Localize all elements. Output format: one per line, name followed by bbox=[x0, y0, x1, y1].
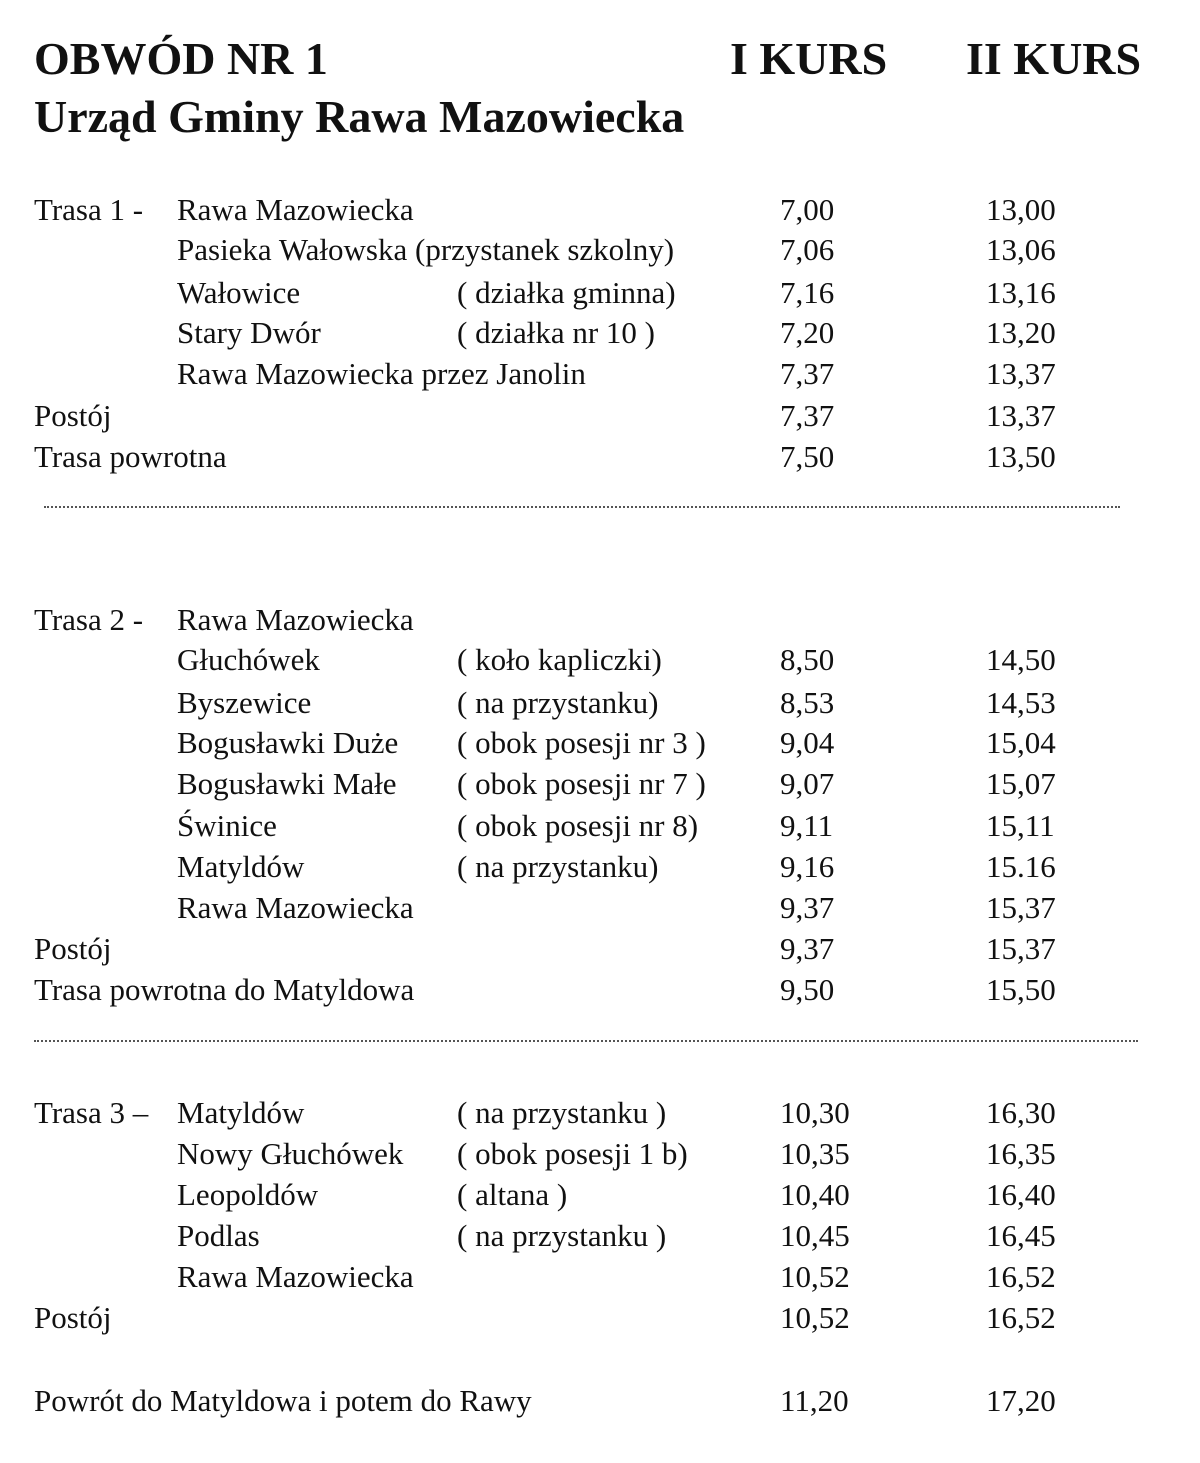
row-label: Trasa powrotna bbox=[34, 439, 227, 474]
time-kurs-1: 7,20 bbox=[780, 315, 835, 350]
schedule-row bbox=[0, 888, 1200, 928]
time-kurs-1: 9,37 bbox=[780, 890, 835, 925]
time-kurs-1: 10,40 bbox=[780, 1177, 850, 1212]
stop-name: Głuchówek bbox=[177, 642, 320, 677]
schedule-row bbox=[0, 313, 1200, 353]
schedule-row bbox=[0, 230, 1200, 270]
stop-location-note: ( obok posesji nr 8) bbox=[457, 808, 699, 843]
dotted-divider bbox=[34, 1040, 1138, 1042]
time-kurs-1: 7,16 bbox=[780, 275, 835, 310]
time-kurs-1: 10,30 bbox=[780, 1095, 850, 1130]
stop-location-note: ( obok posesji nr 3 ) bbox=[457, 725, 706, 760]
page-title: OBWÓD NR 1 bbox=[34, 33, 328, 84]
time-kurs-2: 16,35 bbox=[986, 1136, 1056, 1171]
schedule-row bbox=[0, 1298, 1200, 1338]
time-kurs-2: 15,37 bbox=[986, 890, 1056, 925]
stop-location-note: ( na przystanku ) bbox=[457, 1218, 667, 1253]
time-kurs-2: 15,11 bbox=[986, 808, 1055, 843]
schedule-row bbox=[0, 683, 1200, 723]
stop-location-note: ( obok posesji nr 7 ) bbox=[457, 766, 706, 801]
time-kurs-2: 16,30 bbox=[986, 1095, 1056, 1130]
time-kurs-2: 16,52 bbox=[986, 1259, 1056, 1294]
stop-name: Leopoldów bbox=[177, 1177, 319, 1212]
schedule-row bbox=[0, 1381, 1200, 1421]
stop-name: Nowy Głuchówek bbox=[177, 1136, 404, 1171]
schedule-row bbox=[0, 847, 1200, 887]
stop-name: Wałowice bbox=[177, 275, 301, 310]
schedule-row bbox=[0, 764, 1200, 804]
schedule-row bbox=[0, 354, 1200, 394]
stop-location-note: ( działka gminna) bbox=[457, 275, 676, 310]
schedule-row bbox=[0, 723, 1200, 763]
time-kurs-1: 10,52 bbox=[780, 1259, 850, 1294]
time-kurs-1: 9,16 bbox=[780, 849, 835, 884]
time-kurs-1: 9,50 bbox=[780, 972, 835, 1007]
column-header-kurs-2: II KURS bbox=[966, 33, 1142, 84]
stop-name: Pasieka Wałowska (przystanek szkolny) bbox=[177, 232, 675, 267]
time-kurs-2: 15,07 bbox=[986, 766, 1056, 801]
schedule-row bbox=[0, 273, 1200, 313]
stop-location-note: ( na przystanku) bbox=[457, 685, 659, 720]
schedule-row bbox=[0, 1216, 1200, 1256]
time-kurs-1: 11,20 bbox=[780, 1383, 849, 1418]
time-kurs-1: 9,04 bbox=[780, 725, 835, 760]
row-label: Postój bbox=[34, 931, 112, 966]
time-kurs-2: 15,37 bbox=[986, 931, 1056, 966]
time-kurs-1: 7,50 bbox=[780, 439, 835, 474]
schedule-row bbox=[0, 396, 1200, 436]
time-kurs-1: 9,11 bbox=[780, 808, 834, 843]
stop-name: Bogusławki Duże bbox=[177, 725, 399, 760]
stop-name: Rawa Mazowiecka bbox=[177, 602, 414, 637]
time-kurs-2: 13,06 bbox=[986, 232, 1056, 267]
row-label: Trasa 2 - bbox=[34, 602, 144, 637]
time-kurs-2: 15,04 bbox=[986, 725, 1056, 760]
time-kurs-1: 8,50 bbox=[780, 642, 835, 677]
time-kurs-2: 13,20 bbox=[986, 315, 1056, 350]
time-kurs-1: 8,53 bbox=[780, 685, 835, 720]
schedule-row bbox=[0, 1093, 1200, 1133]
time-kurs-2: 13,16 bbox=[986, 275, 1056, 310]
time-kurs-2: 15,50 bbox=[986, 972, 1056, 1007]
time-kurs-2: 13,37 bbox=[986, 398, 1056, 433]
stop-name: Rawa Mazowiecka bbox=[177, 1259, 414, 1294]
schedule-row bbox=[0, 1175, 1200, 1215]
stop-location-note: ( obok posesji 1 b) bbox=[457, 1136, 688, 1171]
column-header-kurs-1: I KURS bbox=[730, 33, 888, 84]
time-kurs-1: 10,45 bbox=[780, 1218, 850, 1253]
time-kurs-2: 13,50 bbox=[986, 439, 1056, 474]
stop-name: Rawa Mazowiecka przez Janolin bbox=[177, 356, 586, 391]
schedule-row bbox=[0, 806, 1200, 846]
time-kurs-1: 7,00 bbox=[780, 192, 835, 227]
time-kurs-2: 13,37 bbox=[986, 356, 1056, 391]
stop-name: Matyldów bbox=[177, 1095, 305, 1130]
time-kurs-2: 17,20 bbox=[986, 1383, 1056, 1418]
time-kurs-1: 10,52 bbox=[780, 1300, 850, 1335]
row-label: Powrót do Matyldowa i potem do Rawy bbox=[34, 1383, 532, 1418]
schedule-row bbox=[0, 1134, 1200, 1174]
stop-name: Byszewice bbox=[177, 685, 312, 720]
row-label: Trasa 3 – bbox=[34, 1095, 149, 1130]
schedule-row bbox=[0, 600, 1200, 640]
stop-name: Stary Dwór bbox=[177, 315, 321, 350]
row-label: Postój bbox=[34, 1300, 112, 1335]
schedule-row bbox=[0, 1257, 1200, 1297]
time-kurs-2: 16,40 bbox=[986, 1177, 1056, 1212]
time-kurs-2: 14,50 bbox=[986, 642, 1056, 677]
schedule-row bbox=[0, 437, 1200, 477]
stop-name: Podlas bbox=[177, 1218, 260, 1253]
time-kurs-2: 13,00 bbox=[986, 192, 1056, 227]
stop-location-note: ( altana ) bbox=[457, 1177, 568, 1212]
schedule-row bbox=[0, 929, 1200, 969]
time-kurs-1: 9,37 bbox=[780, 931, 835, 966]
schedule-row bbox=[0, 640, 1200, 680]
row-label: Postój bbox=[34, 398, 112, 433]
time-kurs-2: 14,53 bbox=[986, 685, 1056, 720]
dotted-divider bbox=[44, 506, 1120, 508]
time-kurs-1: 7,37 bbox=[780, 356, 835, 391]
row-label: Trasa 1 - bbox=[34, 192, 144, 227]
stop-location-note: ( na przystanku ) bbox=[457, 1095, 667, 1130]
time-kurs-2: 16,52 bbox=[986, 1300, 1056, 1335]
stop-location-note: ( działka nr 10 ) bbox=[457, 315, 655, 350]
time-kurs-2: 15.16 bbox=[986, 849, 1056, 884]
stop-location-note: ( koło kapliczki) bbox=[457, 642, 662, 677]
schedule-row bbox=[0, 190, 1200, 230]
time-kurs-1: 9,07 bbox=[780, 766, 835, 801]
stop-name: Świnice bbox=[177, 808, 277, 843]
stop-name: Rawa Mazowiecka bbox=[177, 192, 414, 227]
page-subtitle: Urząd Gminy Rawa Mazowiecka bbox=[34, 91, 685, 142]
stop-name: Rawa Mazowiecka bbox=[177, 890, 414, 925]
stop-name: Matyldów bbox=[177, 849, 305, 884]
stop-name: Bogusławki Małe bbox=[177, 766, 397, 801]
schedule-row bbox=[0, 970, 1200, 1010]
time-kurs-1: 7,06 bbox=[780, 232, 835, 267]
time-kurs-2: 16,45 bbox=[986, 1218, 1056, 1253]
row-label: Trasa powrotna do Matyldowa bbox=[34, 972, 415, 1007]
stop-location-note: ( na przystanku) bbox=[457, 849, 659, 884]
time-kurs-1: 7,37 bbox=[780, 398, 835, 433]
time-kurs-1: 10,35 bbox=[780, 1136, 850, 1171]
